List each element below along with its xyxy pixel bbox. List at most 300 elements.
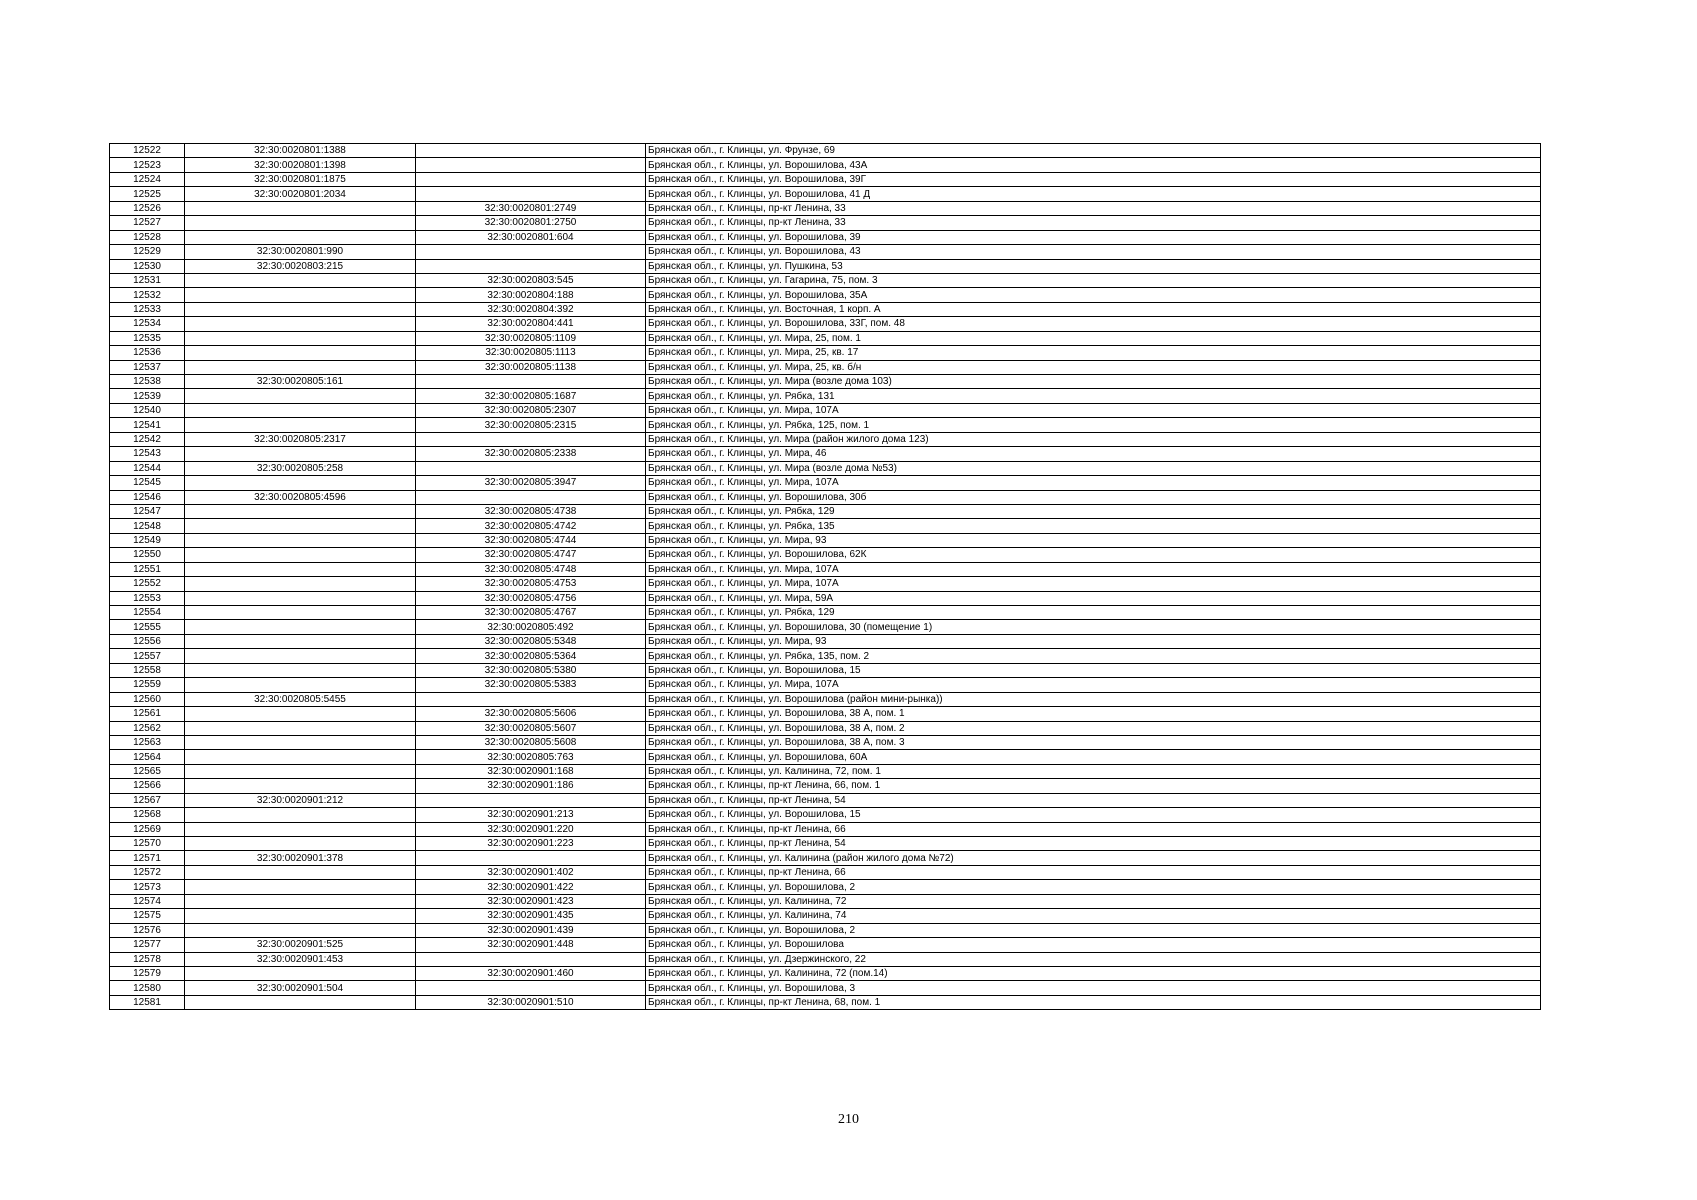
cadastral-number-2-cell: 32:30:0020805:2307 (416, 403, 646, 417)
row-number-cell: 12560 (110, 692, 185, 706)
cadastral-number-2-cell: 32:30:0020805:5606 (416, 707, 646, 721)
row-number-cell: 12534 (110, 317, 185, 331)
cadastral-number-cell (185, 909, 416, 923)
table-row (110, 172, 1541, 186)
table-row (110, 259, 1541, 273)
row-number-cell: 12525 (110, 187, 185, 201)
cadastral-number-cell (185, 302, 416, 316)
cadastral-number-2-cell: 32:30:0020803:545 (416, 273, 646, 287)
address-cell: Брянская обл., г. Клинцы, ул. Мира, 93 (646, 533, 1541, 547)
table-row (110, 389, 1541, 403)
cadastral-number-cell (185, 216, 416, 230)
cadastral-number-2-cell: 32:30:0020901:213 (416, 808, 646, 822)
table-row (110, 245, 1541, 259)
row-number-cell: 12533 (110, 302, 185, 316)
registry-table-body (110, 144, 1541, 1010)
address-cell: Брянская обл., г. Клинцы, ул. Ворошилова (646, 938, 1541, 952)
cadastral-number-cell (185, 837, 416, 851)
address-cell: Брянская обл., г. Клинцы, ул. Ворошилова, 62К (646, 548, 1541, 562)
address-cell: Брянская обл., г. Клинцы, пр-кт Ленина, 68, пом. 1 (646, 995, 1541, 1009)
table-row (110, 952, 1541, 966)
cadastral-number-cell (185, 721, 416, 735)
cadastral-number-2-cell: 32:30:0020901:402 (416, 865, 646, 879)
cadastral-number-cell (185, 634, 416, 648)
cadastral-number-cell (185, 606, 416, 620)
table-row (110, 187, 1541, 201)
cadastral-number-2-cell: 32:30:0020805:4767 (416, 606, 646, 620)
address-cell: Брянская обл., г. Клинцы, ул. Рябка, 135, пом. 2 (646, 649, 1541, 663)
cadastral-number-cell (185, 476, 416, 490)
address-cell: Брянская обл., г. Клинцы, ул. Калинина, 74 (646, 909, 1541, 923)
cadastral-number-cell: 32:30:0020801:990 (185, 245, 416, 259)
row-number-cell: 12549 (110, 533, 185, 547)
row-number-cell: 12536 (110, 346, 185, 360)
cadastral-number-cell (185, 548, 416, 562)
cadastral-number-cell (185, 620, 416, 634)
table-row (110, 822, 1541, 836)
row-number-cell: 12546 (110, 490, 185, 504)
cadastral-number-2-cell (416, 851, 646, 865)
cadastral-number-2-cell (416, 432, 646, 446)
table-row (110, 346, 1541, 360)
table-row (110, 562, 1541, 576)
cadastral-number-2-cell (416, 187, 646, 201)
row-number-cell: 12538 (110, 375, 185, 389)
address-cell: Брянская обл., г. Клинцы, ул. Ворошилова (район мини-рынка)) (646, 692, 1541, 706)
address-cell: Брянская обл., г. Клинцы, ул. Калинина, 72, пом. 1 (646, 764, 1541, 778)
cadastral-number-2-cell: 32:30:0020801:2750 (416, 216, 646, 230)
address-cell: Брянская обл., г. Клинцы, ул. Ворошилова, 2 (646, 880, 1541, 894)
table-row (110, 432, 1541, 446)
row-number-cell: 12526 (110, 201, 185, 215)
address-cell: Брянская обл., г. Клинцы, ул. Мира, 107А (646, 476, 1541, 490)
address-cell: Брянская обл., г. Клинцы, ул. Ворошилова, 38 А, пом. 2 (646, 721, 1541, 735)
address-cell: Брянская обл., г. Клинцы, ул. Рябка, 125, пом. 1 (646, 418, 1541, 432)
table-row (110, 779, 1541, 793)
table-row (110, 476, 1541, 490)
cadastral-number-2-cell: 32:30:0020805:4738 (416, 504, 646, 518)
cadastral-number-2-cell: 32:30:0020801:2749 (416, 201, 646, 215)
row-number-cell: 12561 (110, 707, 185, 721)
address-cell: Брянская обл., г. Клинцы, ул. Ворошилова, 38 А, пом. 1 (646, 707, 1541, 721)
cadastral-number-2-cell: 32:30:0020805:1687 (416, 389, 646, 403)
address-cell: Брянская обл., г. Клинцы, ул. Мира, 107А (646, 577, 1541, 591)
address-cell: Брянская обл., г. Клинцы, ул. Восточная, 1 корп. А (646, 302, 1541, 316)
cadastral-number-2-cell: 32:30:0020805:2315 (416, 418, 646, 432)
row-number-cell: 12531 (110, 273, 185, 287)
cadastral-number-cell (185, 865, 416, 879)
address-cell: Брянская обл., г. Клинцы, ул. Мира, 59А (646, 591, 1541, 605)
table-row (110, 793, 1541, 807)
cadastral-number-cell: 32:30:0020901:525 (185, 938, 416, 952)
cadastral-number-cell (185, 360, 416, 374)
cadastral-number-cell: 32:30:0020801:2034 (185, 187, 416, 201)
table-row (110, 678, 1541, 692)
cadastral-number-2-cell: 32:30:0020805:3947 (416, 476, 646, 490)
address-cell: Брянская обл., г. Клинцы, ул. Ворошилова, 41 Д (646, 187, 1541, 201)
page-number: 210 (838, 1112, 859, 1127)
row-number-cell: 12574 (110, 894, 185, 908)
cadastral-number-2-cell: 32:30:0020805:492 (416, 620, 646, 634)
address-cell: Брянская обл., г. Клинцы, пр-кт Ленина, 66 (646, 865, 1541, 879)
cadastral-number-cell (185, 562, 416, 576)
cadastral-number-cell (185, 418, 416, 432)
row-number-cell: 12564 (110, 750, 185, 764)
table-row (110, 317, 1541, 331)
address-cell: Брянская обл., г. Клинцы, ул. Мира, 93 (646, 634, 1541, 648)
row-number-cell: 12528 (110, 230, 185, 244)
table-row (110, 735, 1541, 749)
table-row (110, 144, 1541, 158)
cadastral-number-cell (185, 750, 416, 764)
address-cell: Брянская обл., г. Клинцы, ул. Мира, 25, пом. 1 (646, 331, 1541, 345)
table-row (110, 548, 1541, 562)
row-number-cell: 12547 (110, 504, 185, 518)
cadastral-number-2-cell: 32:30:0020805:5607 (416, 721, 646, 735)
table-row (110, 375, 1541, 389)
row-number-cell: 12532 (110, 288, 185, 302)
address-cell: Брянская обл., г. Клинцы, ул. Ворошилова, 60А (646, 750, 1541, 764)
row-number-cell: 12559 (110, 678, 185, 692)
registry-table (109, 143, 1541, 1010)
row-number-cell: 12523 (110, 158, 185, 172)
table-row (110, 591, 1541, 605)
cadastral-number-2-cell: 32:30:0020805:1109 (416, 331, 646, 345)
cadastral-number-2-cell: 32:30:0020801:604 (416, 230, 646, 244)
table-row (110, 750, 1541, 764)
row-number-cell: 12569 (110, 822, 185, 836)
table-row (110, 692, 1541, 706)
cadastral-number-cell (185, 288, 416, 302)
table-row (110, 634, 1541, 648)
address-cell: Брянская обл., г. Клинцы, ул. Ворошилова, 30б (646, 490, 1541, 504)
cadastral-number-2-cell: 32:30:0020901:423 (416, 894, 646, 908)
row-number-cell: 12539 (110, 389, 185, 403)
cadastral-number-2-cell (416, 375, 646, 389)
address-cell: Брянская обл., г. Клинцы, ул. Мира, 107А (646, 403, 1541, 417)
cadastral-number-cell (185, 707, 416, 721)
row-number-cell: 12540 (110, 403, 185, 417)
table-row (110, 216, 1541, 230)
address-cell: Брянская обл., г. Клинцы, ул. Рябка, 131 (646, 389, 1541, 403)
row-number-cell: 12557 (110, 649, 185, 663)
address-cell: Брянская обл., г. Клинцы, ул. Ворошилова, 15 (646, 663, 1541, 677)
address-cell: Брянская обл., г. Клинцы, ул. Пушкина, 53 (646, 259, 1541, 273)
address-cell: Брянская обл., г. Клинцы, пр-кт Ленина, 66, пом. 1 (646, 779, 1541, 793)
cadastral-number-2-cell: 32:30:0020805:5383 (416, 678, 646, 692)
table-row (110, 808, 1541, 822)
cadastral-number-2-cell: 32:30:0020805:1113 (416, 346, 646, 360)
cadastral-number-2-cell (416, 259, 646, 273)
cadastral-number-2-cell: 32:30:0020901:422 (416, 880, 646, 894)
address-cell: Брянская обл., г. Клинцы, ул. Мира, 107А (646, 562, 1541, 576)
cadastral-number-cell (185, 504, 416, 518)
table-row (110, 707, 1541, 721)
table-row (110, 504, 1541, 518)
table-row (110, 620, 1541, 634)
cadastral-number-2-cell: 32:30:0020804:392 (416, 302, 646, 316)
address-cell: Брянская обл., г. Клинцы, ул. Ворошилова, 3 (646, 981, 1541, 995)
row-number-cell: 12562 (110, 721, 185, 735)
address-cell: Брянская обл., г. Клинцы, ул. Ворошилова, 33Г, пом. 48 (646, 317, 1541, 331)
cadastral-number-2-cell: 32:30:0020804:441 (416, 317, 646, 331)
row-number-cell: 12571 (110, 851, 185, 865)
address-cell: Брянская обл., г. Клинцы, ул. Ворошилова, 43А (646, 158, 1541, 172)
row-number-cell: 12522 (110, 144, 185, 158)
address-cell: Брянская обл., г. Клинцы, ул. Фрунзе, 69 (646, 144, 1541, 158)
table-row (110, 923, 1541, 937)
cadastral-number-2-cell: 32:30:0020901:223 (416, 837, 646, 851)
cadastral-number-2-cell: 32:30:0020805:5348 (416, 634, 646, 648)
cadastral-number-cell (185, 649, 416, 663)
row-number-cell: 12530 (110, 259, 185, 273)
cadastral-number-cell (185, 894, 416, 908)
cadastral-number-cell (185, 880, 416, 894)
row-number-cell: 12545 (110, 476, 185, 490)
cadastral-number-2-cell: 32:30:0020901:435 (416, 909, 646, 923)
cadastral-number-cell (185, 331, 416, 345)
row-number-cell: 12541 (110, 418, 185, 432)
row-number-cell: 12579 (110, 966, 185, 980)
address-cell: Брянская обл., г. Клинцы, ул. Гагарина, 75, пом. 3 (646, 273, 1541, 287)
cadastral-number-cell (185, 317, 416, 331)
cadastral-number-cell (185, 230, 416, 244)
cadastral-number-2-cell: 32:30:0020805:2338 (416, 447, 646, 461)
cadastral-number-cell (185, 447, 416, 461)
table-row (110, 461, 1541, 475)
cadastral-number-cell: 32:30:0020901:378 (185, 851, 416, 865)
row-number-cell: 12568 (110, 808, 185, 822)
cadastral-number-2-cell (416, 490, 646, 504)
cadastral-number-cell (185, 403, 416, 417)
cadastral-number-2-cell: 32:30:0020901:448 (416, 938, 646, 952)
address-cell: Брянская обл., г. Клинцы, ул. Ворошилова, 39 (646, 230, 1541, 244)
cadastral-number-2-cell (416, 952, 646, 966)
table-row (110, 663, 1541, 677)
table-row (110, 519, 1541, 533)
row-number-cell: 12572 (110, 865, 185, 879)
table-row (110, 418, 1541, 432)
cadastral-number-cell: 32:30:0020805:4596 (185, 490, 416, 504)
table-row (110, 577, 1541, 591)
row-number-cell: 12524 (110, 172, 185, 186)
table-row (110, 288, 1541, 302)
cadastral-number-2-cell: 32:30:0020805:5380 (416, 663, 646, 677)
cadastral-number-cell (185, 273, 416, 287)
table-row (110, 302, 1541, 316)
cadastral-number-2-cell: 32:30:0020805:1138 (416, 360, 646, 374)
address-cell: Брянская обл., г. Клинцы, ул. Мира, 46 (646, 447, 1541, 461)
row-number-cell: 12554 (110, 606, 185, 620)
table-row (110, 880, 1541, 894)
address-cell: Брянская обл., г. Клинцы, ул. Рябка, 129 (646, 606, 1541, 620)
row-number-cell: 12567 (110, 793, 185, 807)
cadastral-number-2-cell: 32:30:0020805:4753 (416, 577, 646, 591)
cadastral-number-2-cell: 32:30:0020805:763 (416, 750, 646, 764)
table-row (110, 649, 1541, 663)
row-number-cell: 12573 (110, 880, 185, 894)
cadastral-number-cell: 32:30:0020801:1398 (185, 158, 416, 172)
table-row (110, 230, 1541, 244)
cadastral-number-cell (185, 533, 416, 547)
table-row (110, 360, 1541, 374)
cadastral-number-2-cell (416, 245, 646, 259)
row-number-cell: 12537 (110, 360, 185, 374)
row-number-cell: 12527 (110, 216, 185, 230)
table-row (110, 533, 1541, 547)
address-cell: Брянская обл., г. Клинцы, пр-кт Ленина, 33 (646, 216, 1541, 230)
table-row (110, 201, 1541, 215)
address-cell: Брянская обл., г. Клинцы, ул. Дзержинского, 22 (646, 952, 1541, 966)
cadastral-number-2-cell: 32:30:0020901:460 (416, 966, 646, 980)
row-number-cell: 12553 (110, 591, 185, 605)
cadastral-number-2-cell (416, 793, 646, 807)
cadastral-number-cell (185, 201, 416, 215)
cadastral-number-2-cell (416, 981, 646, 995)
cadastral-number-cell (185, 346, 416, 360)
cadastral-number-2-cell: 32:30:0020805:4742 (416, 519, 646, 533)
cadastral-number-cell (185, 822, 416, 836)
address-cell: Брянская обл., г. Клинцы, ул. Мира, 25, кв. б/н (646, 360, 1541, 374)
address-cell: Брянская обл., г. Клинцы, ул. Калинина, 72 (пом.14) (646, 966, 1541, 980)
row-number-cell: 12566 (110, 779, 185, 793)
cadastral-number-2-cell (416, 461, 646, 475)
cadastral-number-cell (185, 779, 416, 793)
row-number-cell: 12581 (110, 995, 185, 1009)
cadastral-number-cell: 32:30:0020901:453 (185, 952, 416, 966)
cadastral-number-2-cell: 32:30:0020901:168 (416, 764, 646, 778)
address-cell: Брянская обл., г. Клинцы, ул. Мира, 25, кв. 17 (646, 346, 1541, 360)
row-number-cell: 12529 (110, 245, 185, 259)
cadastral-number-2-cell: 32:30:0020804:188 (416, 288, 646, 302)
table-row (110, 938, 1541, 952)
address-cell: Брянская обл., г. Клинцы, ул. Ворошилова, 35А (646, 288, 1541, 302)
address-cell: Брянская обл., г. Клинцы, ул. Калинина (район жилого дома №72) (646, 851, 1541, 865)
table-row (110, 995, 1541, 1009)
address-cell: Брянская обл., г. Клинцы, ул. Ворошилова, 39Г (646, 172, 1541, 186)
cadastral-number-2-cell (416, 144, 646, 158)
table-row (110, 909, 1541, 923)
row-number-cell: 12577 (110, 938, 185, 952)
row-number-cell: 12570 (110, 837, 185, 851)
cadastral-number-cell (185, 663, 416, 677)
cadastral-number-2-cell: 32:30:0020805:5364 (416, 649, 646, 663)
table-row (110, 851, 1541, 865)
table-row (110, 606, 1541, 620)
cadastral-number-2-cell (416, 158, 646, 172)
row-number-cell: 12548 (110, 519, 185, 533)
address-cell: Брянская обл., г. Клинцы, ул. Ворошилова, 30 (помещение 1) (646, 620, 1541, 634)
cadastral-number-cell: 32:30:0020805:258 (185, 461, 416, 475)
cadastral-number-cell: 32:30:0020901:504 (185, 981, 416, 995)
address-cell: Брянская обл., г. Клинцы, ул. Рябка, 135 (646, 519, 1541, 533)
table-row (110, 490, 1541, 504)
cadastral-number-2-cell: 32:30:0020901:186 (416, 779, 646, 793)
table-row (110, 966, 1541, 980)
row-number-cell: 12551 (110, 562, 185, 576)
row-number-cell: 12565 (110, 764, 185, 778)
table-row (110, 447, 1541, 461)
table-row (110, 764, 1541, 778)
cadastral-number-cell: 32:30:0020801:1875 (185, 172, 416, 186)
address-cell: Брянская обл., г. Клинцы, ул. Ворошилова, 38 А, пом. 3 (646, 735, 1541, 749)
address-cell: Брянская обл., г. Клинцы, пр-кт Ленина, 33 (646, 201, 1541, 215)
table-row (110, 273, 1541, 287)
row-number-cell: 12576 (110, 923, 185, 937)
cadastral-number-2-cell (416, 172, 646, 186)
cadastral-number-cell: 32:30:0020805:2317 (185, 432, 416, 446)
row-number-cell: 12542 (110, 432, 185, 446)
cadastral-number-cell (185, 519, 416, 533)
cadastral-number-cell: 32:30:0020901:212 (185, 793, 416, 807)
address-cell: Брянская обл., г. Клинцы, ул. Рябка, 129 (646, 504, 1541, 518)
cadastral-number-cell: 32:30:0020801:1388 (185, 144, 416, 158)
table-row (110, 981, 1541, 995)
table-row (110, 865, 1541, 879)
cadastral-number-cell: 32:30:0020805:161 (185, 375, 416, 389)
address-cell: Брянская обл., г. Клинцы, ул. Ворошилова, 43 (646, 245, 1541, 259)
table-row (110, 721, 1541, 735)
cadastral-number-cell (185, 923, 416, 937)
address-cell: Брянская обл., г. Клинцы, ул. Мира (возле дома 103) (646, 375, 1541, 389)
cadastral-number-2-cell: 32:30:0020805:4748 (416, 562, 646, 576)
cadastral-number-cell (185, 808, 416, 822)
address-cell: Брянская обл., г. Клинцы, пр-кт Ленина, 54 (646, 837, 1541, 851)
cadastral-number-2-cell: 32:30:0020901:510 (416, 995, 646, 1009)
row-number-cell: 12556 (110, 634, 185, 648)
cadastral-number-cell: 32:30:0020803:215 (185, 259, 416, 273)
row-number-cell: 12563 (110, 735, 185, 749)
row-number-cell: 12552 (110, 577, 185, 591)
table-row (110, 158, 1541, 172)
cadastral-number-2-cell: 32:30:0020805:4744 (416, 533, 646, 547)
address-cell: Брянская обл., г. Клинцы, пр-кт Ленина, 54 (646, 793, 1541, 807)
row-number-cell: 12544 (110, 461, 185, 475)
cadastral-number-2-cell (416, 692, 646, 706)
row-number-cell: 12543 (110, 447, 185, 461)
address-cell: Брянская обл., г. Клинцы, ул. Мира (район жилого дома 123) (646, 432, 1541, 446)
address-cell: Брянская обл., г. Клинцы, ул. Ворошилова, 15 (646, 808, 1541, 822)
row-number-cell: 12535 (110, 331, 185, 345)
row-number-cell: 12558 (110, 663, 185, 677)
cadastral-number-2-cell: 32:30:0020901:439 (416, 923, 646, 937)
table-row (110, 894, 1541, 908)
address-cell: Брянская обл., г. Клинцы, ул. Калинина, 72 (646, 894, 1541, 908)
row-number-cell: 12550 (110, 548, 185, 562)
address-cell: Брянская обл., г. Клинцы, ул. Мира (возле дома №53) (646, 461, 1541, 475)
address-cell: Брянская обл., г. Клинцы, пр-кт Ленина, 66 (646, 822, 1541, 836)
cadastral-number-2-cell: 32:30:0020805:4747 (416, 548, 646, 562)
row-number-cell: 12578 (110, 952, 185, 966)
table-row (110, 331, 1541, 345)
address-cell: Брянская обл., г. Клинцы, ул. Ворошилова, 2 (646, 923, 1541, 937)
cadastral-number-2-cell: 32:30:0020901:220 (416, 822, 646, 836)
cadastral-number-cell (185, 577, 416, 591)
cadastral-number-2-cell: 32:30:0020805:4756 (416, 591, 646, 605)
cadastral-number-cell (185, 389, 416, 403)
cadastral-number-cell (185, 995, 416, 1009)
cadastral-number-cell (185, 591, 416, 605)
row-number-cell: 12575 (110, 909, 185, 923)
cadastral-number-cell (185, 764, 416, 778)
cadastral-number-2-cell: 32:30:0020805:5608 (416, 735, 646, 749)
cadastral-number-cell: 32:30:0020805:5455 (185, 692, 416, 706)
table-row (110, 403, 1541, 417)
cadastral-number-cell (185, 678, 416, 692)
table-row (110, 837, 1541, 851)
row-number-cell: 12555 (110, 620, 185, 634)
cadastral-number-cell (185, 735, 416, 749)
